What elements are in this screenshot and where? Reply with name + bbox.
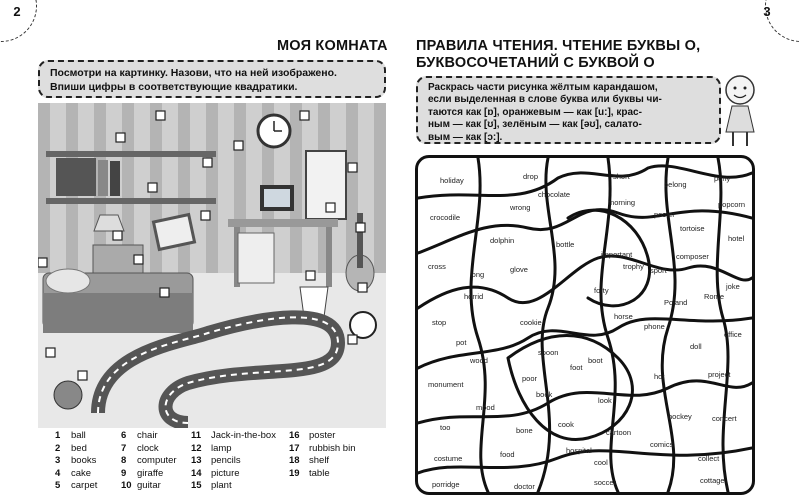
mosaic-word: wrong [510, 203, 531, 212]
mosaic-word: tortoise [680, 224, 705, 233]
mosaic-word: hockey [668, 412, 692, 421]
mosaic-word: food [500, 450, 515, 459]
mosaic-word: hot [654, 372, 665, 381]
mosaic-word: short [613, 172, 630, 181]
mosaic-word: soccer [594, 478, 617, 487]
mosaic-word: monument [428, 380, 464, 389]
mosaic-word: hospital [566, 446, 592, 455]
page-number-left: 2 [13, 4, 21, 19]
list-item: 4 cake [55, 467, 92, 479]
right-instruction-line: если выделенная в слове буква или буквы чи- [428, 94, 662, 106]
mosaic-word: poster [654, 210, 675, 219]
mosaic-word: popcorn [718, 200, 746, 209]
word-mosaic [415, 155, 755, 495]
list-item: 10 guitar [121, 480, 161, 491]
mosaic-word: belong [664, 180, 687, 189]
right-instruction-line: ным — как [ʊ], зелёным — как [əʊ], салато- [428, 119, 642, 131]
mosaic-word: doll [690, 342, 702, 351]
left-instruction-line2: Впиши цифры в соответствующие квадратики. [50, 81, 298, 93]
mosaic-word: glove [510, 265, 528, 274]
mosaic-word: bottle [556, 240, 575, 249]
mosaic-word: cottage [700, 476, 725, 485]
mosaic-word: drop [523, 172, 539, 181]
mosaic-word: crocodile [430, 213, 461, 222]
mosaic-word: comics [650, 440, 674, 449]
mosaic-word: too [440, 423, 451, 432]
mosaic-word: spoon [538, 348, 559, 357]
list-item: 5 carpet [55, 480, 98, 491]
list-item: 15 plant [191, 480, 232, 491]
chair-drawing [238, 233, 274, 283]
mosaic-word: office [724, 330, 742, 339]
list-item: 13 pencils [191, 455, 241, 466]
mosaic-word: mood [476, 403, 495, 412]
room-illustration [38, 103, 386, 428]
list-item: 2 bed [55, 442, 87, 454]
shelf-upper [46, 151, 216, 157]
list-item: 11 Jack-in-the-box [191, 430, 276, 441]
picture-drawing [153, 215, 194, 250]
list-item: 8 computer [121, 455, 177, 466]
right-instruction-line: вым — как [ɔ:]. [428, 131, 503, 143]
right-instruction-line: Раскрась части рисунка жёлтым карандашом, [428, 82, 658, 93]
right-instruction-line: таются как [ɒ], оранжевым — как [u:], крас- [428, 106, 642, 118]
mosaic-word: cook [558, 420, 574, 429]
mosaic-word: long [470, 270, 485, 279]
right-page-title-line2: БУКВОСОЧЕТАНИЙ С БУКВОЙ О [416, 55, 655, 71]
mosaic-word: concert [712, 414, 737, 423]
mosaic-word: project [708, 370, 731, 379]
mosaic-word: joke [726, 282, 740, 291]
mosaic-word: stop [432, 318, 447, 327]
shelf-lower [46, 198, 216, 204]
mosaic-word: look [598, 396, 612, 405]
mosaic-word: horrid [464, 292, 484, 301]
mosaic-word: important [601, 250, 633, 259]
mosaic-word: pot [456, 338, 467, 347]
mosaic-word: phone [644, 322, 665, 331]
girl-illustration [718, 70, 763, 150]
mosaic-word: composer [676, 252, 709, 261]
mosaic-word: cool [594, 458, 608, 467]
mosaic-word: cross [428, 262, 446, 271]
mosaic-word: forty [594, 286, 609, 295]
basketball-drawing [54, 381, 82, 409]
mosaic-word: trophy [623, 262, 644, 271]
list-item: 9 giraffe [121, 467, 164, 479]
mosaic-word: book [536, 390, 553, 399]
mosaic-word: cartoon [606, 428, 632, 437]
mosaic-word: chocolate [538, 190, 571, 199]
mosaic-word: porridge [432, 480, 460, 489]
page-number-right: 3 [763, 4, 771, 19]
room-drawing [38, 103, 386, 428]
right-page-title-line1: ПРАВИЛА ЧТЕНИЯ. ЧТЕНИЕ БУКВЫ О, [416, 38, 701, 54]
mosaic-word: collect [698, 454, 720, 463]
list-item: 19 table [289, 467, 330, 479]
mosaic-word: cookie [520, 318, 542, 327]
list-item: 3 books [55, 455, 97, 466]
mosaic-word: boot [588, 356, 603, 365]
left-instruction-box [38, 60, 386, 98]
left-instruction-line1: Посмотри на картинку. Назови, что на ней изображено. [50, 67, 337, 79]
list-item: 16 poster [289, 430, 336, 441]
list-item: 12 lamp [191, 442, 232, 454]
mosaic-word: Rome [704, 292, 725, 301]
mosaic-word: dolphin [490, 236, 515, 245]
list-item: 1 ball [55, 430, 86, 441]
mosaic-word: doctor [514, 482, 535, 491]
list-item: 18 shelf [289, 455, 330, 466]
mosaic-word: sport [650, 266, 667, 275]
mosaic-word: costume [434, 454, 463, 463]
ball-drawing [350, 312, 376, 338]
mosaic-word: hotel [728, 234, 745, 243]
list-item: 17 rubbish bin [289, 442, 356, 454]
mosaic-word: horse [614, 312, 633, 321]
mosaic-word: morning [608, 198, 636, 207]
mosaic-word: wood [470, 356, 488, 365]
right-instruction-box [416, 76, 721, 144]
mosaic-word: holiday [440, 176, 464, 185]
mosaic-word: bone [516, 426, 533, 435]
mosaic-word: foot [570, 363, 583, 372]
mosaic-word: Poland [664, 298, 688, 307]
mosaic-word: poor [522, 374, 538, 383]
mosaic-word: pony [714, 174, 731, 183]
mosaic-lines [418, 158, 752, 492]
list-item: 14 picture [191, 467, 240, 479]
list-item: 7 clock [121, 442, 159, 454]
list-item: 6 chair [121, 430, 158, 441]
left-page-title: МОЯ КОМНАТА [277, 38, 388, 54]
